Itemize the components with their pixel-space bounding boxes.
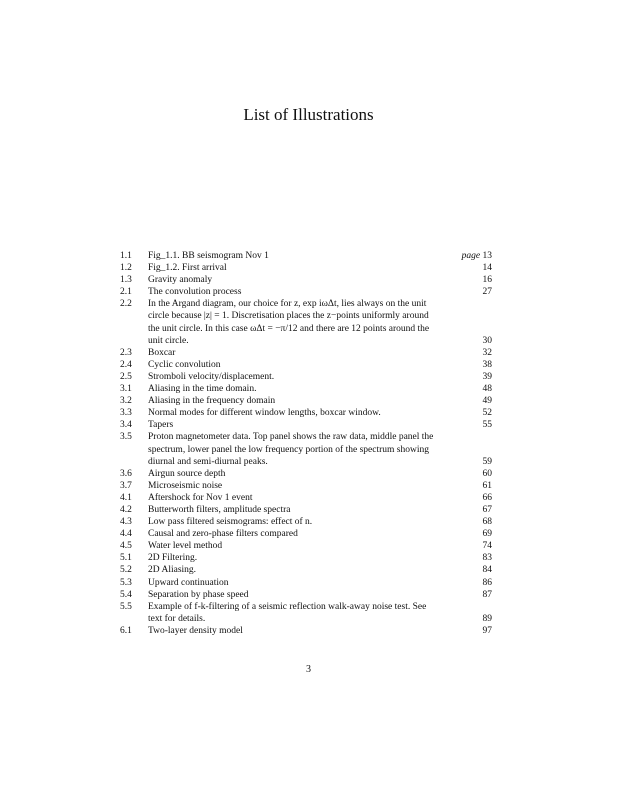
entry-page-number: 89 <box>482 613 492 624</box>
entry-number: 4.2 <box>120 504 132 515</box>
toc-entry <box>120 347 500 359</box>
entry-page-number: 87 <box>482 589 492 600</box>
entry-page <box>458 250 500 262</box>
entry-caption: Cyclic convolution <box>148 359 221 370</box>
entry-caption: Low pass filtered seismograms: effect of n. <box>148 517 313 528</box>
entry-page-number: 52 <box>482 408 492 419</box>
entry-page-number: 74 <box>482 541 492 552</box>
toc-entry <box>120 286 500 298</box>
entry-page <box>458 359 500 371</box>
entry-number: 2.1 <box>120 287 132 298</box>
entry-number: 5.2 <box>120 565 132 576</box>
entry-number: 2.2 <box>120 299 132 310</box>
entry-caption: Butterworth filters, amplitude spectra <box>148 504 291 515</box>
entry-page <box>458 480 500 492</box>
toc-entry <box>120 504 500 516</box>
entry-page-number: 14 <box>482 263 492 274</box>
toc-entry <box>120 540 500 552</box>
entry-caption: In the Argand diagram, our choice for z, exp iωΔt, lies always on the unit circle because |z| = 1. Discretisation places the z−points uniformly around the unit circle. In this case ωΔt = −π/12 and there are 12 points around the unit circle. <box>148 299 430 346</box>
entry-page <box>458 347 500 359</box>
entry-number: 3.3 <box>120 408 132 419</box>
entry-page-number: 83 <box>482 553 492 564</box>
toc-entry <box>120 468 500 480</box>
entry-page-number: 97 <box>482 625 492 636</box>
entry-page-number: 84 <box>482 565 492 576</box>
entry-caption: Normal modes for different window lengths, boxcar window. <box>148 408 381 419</box>
entry-number: 4.3 <box>120 517 132 528</box>
entry-page <box>458 407 500 419</box>
entry-page-number: 39 <box>482 371 492 382</box>
page-number: 3 <box>306 664 311 675</box>
entry-page <box>458 286 500 298</box>
entry-caption: Causal and zero-phase filters compared <box>148 529 298 540</box>
toc-entry <box>120 407 500 419</box>
entry-caption: 2D Filtering. <box>148 553 198 564</box>
entry-page-number: 60 <box>482 468 492 479</box>
toc-entry <box>120 601 500 625</box>
entry-caption: The convolution process <box>148 287 242 298</box>
entry-caption: Fig_1.1. BB seismogram Nov 1 <box>148 251 269 261</box>
entry-caption: Tapers <box>148 420 174 431</box>
toc-entry <box>120 431 500 467</box>
entry-page <box>458 504 500 516</box>
entry-page-number: 59 <box>482 456 492 467</box>
entry-page-number: 61 <box>482 480 492 491</box>
entry-number: 4.5 <box>120 541 132 552</box>
page-title: List of Illustrations <box>243 105 374 124</box>
toc-entry <box>120 395 500 407</box>
toc-entry <box>120 250 500 262</box>
entry-page <box>458 625 500 637</box>
entry-page <box>458 419 500 431</box>
entry-page-number: 38 <box>482 359 492 370</box>
entry-page-number: 66 <box>482 492 492 503</box>
entry-number: 5.1 <box>120 553 132 564</box>
illustrations-list <box>120 250 500 637</box>
entry-page-number: 48 <box>482 384 492 395</box>
toc-entry <box>120 577 500 589</box>
entry-caption: Aftershock for Nov 1 event <box>148 492 253 503</box>
toc-entry <box>120 492 500 504</box>
entry-page <box>458 492 500 504</box>
entry-number: 5.3 <box>120 577 132 588</box>
toc-entry <box>120 359 500 371</box>
entry-page-number: 27 <box>482 287 492 298</box>
toc-entry <box>120 516 500 528</box>
entry-number: 3.4 <box>120 420 132 431</box>
entry-page <box>458 262 500 274</box>
entry-page-number: 69 <box>482 529 492 540</box>
entry-number: 3.7 <box>120 480 132 491</box>
entry-page <box>458 564 500 576</box>
entry-page <box>458 456 500 468</box>
entry-number: 2.5 <box>120 371 132 382</box>
toc-entry <box>120 383 500 395</box>
entry-number: 3.6 <box>120 468 132 479</box>
toc-entry <box>120 625 500 637</box>
entry-page <box>458 274 500 286</box>
toc-entry <box>120 419 500 431</box>
entry-caption: Example of f-k-filtering of a seismic reflection walk-away noise test. See text for details. <box>148 601 427 624</box>
entry-page <box>458 468 500 480</box>
entry-page <box>458 516 500 528</box>
entry-number: 2.4 <box>120 359 132 370</box>
entry-caption: Boxcar <box>148 347 176 358</box>
entry-page-number: 30 <box>482 335 492 346</box>
entry-caption: Stromboli velocity/displacement. <box>148 371 275 382</box>
toc-entry <box>120 589 500 601</box>
toc-entry <box>120 274 500 286</box>
entry-page <box>458 528 500 540</box>
entry-page-number: 13 <box>482 251 492 261</box>
entry-caption: Water level method <box>148 541 223 552</box>
entry-page <box>458 383 500 395</box>
entry-page-number: 49 <box>482 396 492 407</box>
entry-page <box>458 577 500 589</box>
entry-number: 1.1 <box>120 251 132 261</box>
entry-page-number: 55 <box>482 420 492 431</box>
entry-number: 4.1 <box>120 492 132 503</box>
entry-page-number: 32 <box>482 347 492 358</box>
entry-number: 1.2 <box>120 263 132 274</box>
entry-caption: Aliasing in the time domain. <box>148 384 257 395</box>
entry-page-number: 86 <box>482 577 492 588</box>
entry-caption: Gravity anomaly <box>148 275 213 286</box>
entry-page <box>458 552 500 564</box>
entry-number: 2.3 <box>120 347 132 358</box>
entry-caption: Proton magnetometer data. Top panel shows the raw data, middle panel the spectrum, lower panel the low frequency portion of the spectrum showing diurnal and semi-diurnal peaks. <box>148 432 434 467</box>
entry-page <box>458 371 500 383</box>
entry-number: 1.3 <box>120 275 132 286</box>
entry-number: 3.2 <box>120 396 132 407</box>
entry-number: 5.4 <box>120 589 132 600</box>
entry-page <box>458 613 500 625</box>
entry-caption: Separation by phase speed <box>148 589 249 600</box>
entry-caption: Microseismic noise <box>148 480 223 491</box>
toc-entry <box>120 480 500 492</box>
toc-entry <box>120 371 500 383</box>
entry-caption: 2D Aliasing. <box>148 565 197 576</box>
entry-page <box>458 589 500 601</box>
entry-page-number: 67 <box>482 504 492 515</box>
entry-page <box>458 540 500 552</box>
toc-entry <box>120 564 500 576</box>
entry-page <box>458 395 500 407</box>
entry-caption: Upward continuation <box>148 577 229 588</box>
entry-number: 3.1 <box>120 384 132 395</box>
entry-page-number: 16 <box>482 275 492 286</box>
entry-caption: Airgun source depth <box>148 468 226 479</box>
entry-caption: Aliasing in the frequency domain <box>148 396 276 407</box>
page-label: page <box>461 251 481 261</box>
entry-number: 6.1 <box>120 625 132 636</box>
toc-entry <box>120 528 500 540</box>
entry-number: 4.4 <box>120 529 132 540</box>
entry-number: 5.5 <box>120 601 132 612</box>
entry-caption: Fig_1.2. First arrival <box>148 263 227 274</box>
entry-page <box>458 335 500 347</box>
entry-number: 3.5 <box>120 432 132 443</box>
toc-entry <box>120 262 500 274</box>
entry-page-number: 68 <box>482 517 492 528</box>
entry-caption: Two-layer density model <box>148 625 243 636</box>
toc-entry <box>120 298 500 346</box>
toc-entry <box>120 552 500 564</box>
